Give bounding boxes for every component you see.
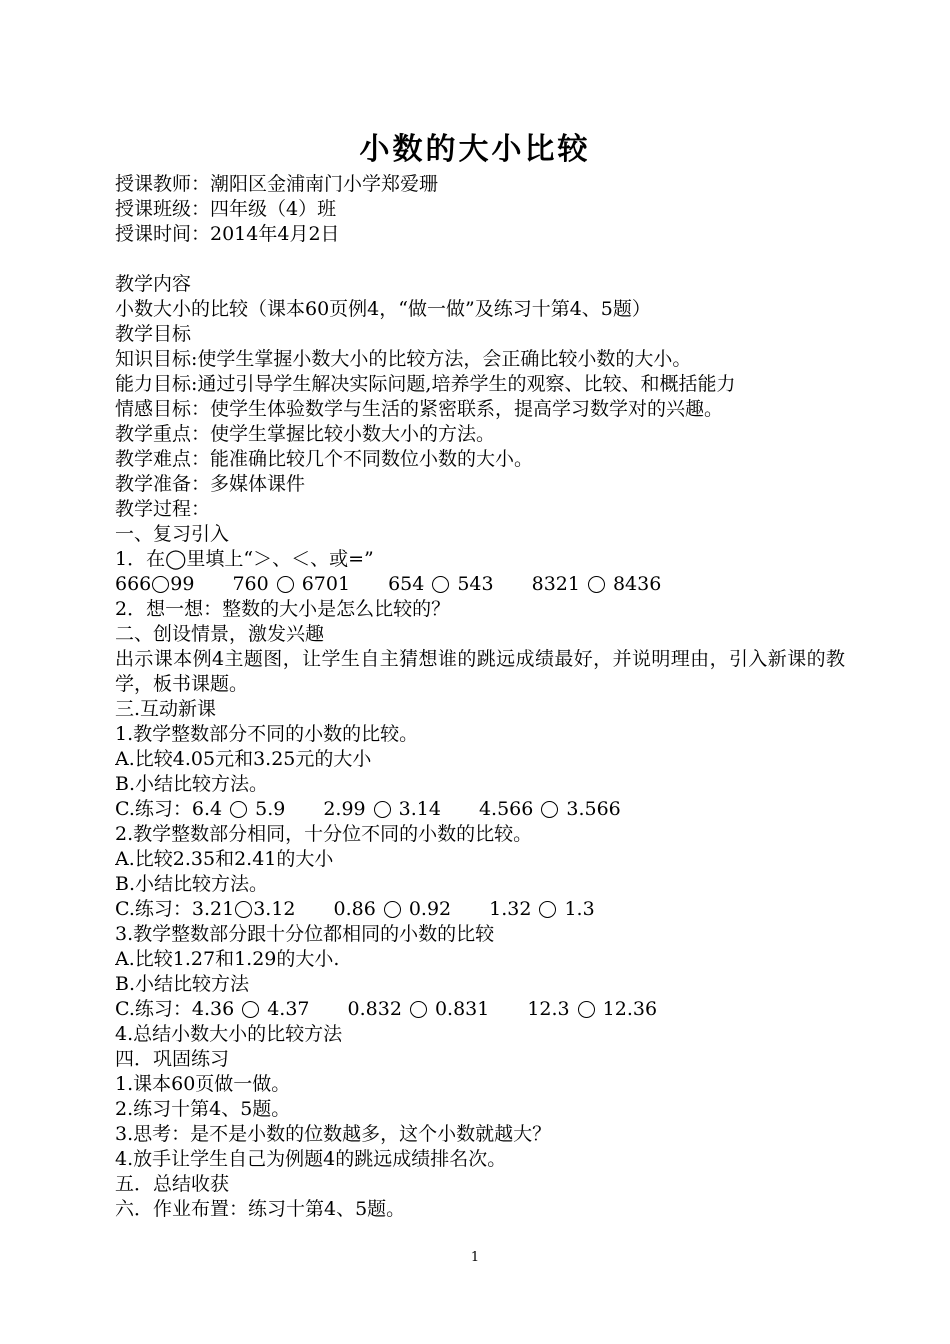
comparison-right: 3.12 bbox=[253, 898, 296, 920]
comparison-left: 4.36 bbox=[191, 998, 235, 1020]
comparison-right: 0.831 bbox=[434, 998, 490, 1020]
heading-content: 教学内容 bbox=[115, 273, 192, 295]
section-2-desc: 出示课本例4主题图，让学生自主猜想谁的跳远成绩最好，并说明理由，引入新课的教学，板书课题。 bbox=[115, 648, 845, 695]
blank-circle-icon[interactable] bbox=[578, 1001, 595, 1018]
comparison-item bbox=[334, 897, 452, 922]
difficulty: 教学难点：能准确比较几个不同数位小数的大小。 bbox=[115, 448, 534, 470]
goal-emotion: 情感目标：使学生体验数学与生活的紧密联系，提高学习数学对的兴趣。 bbox=[115, 398, 724, 420]
comparison-left: 666 bbox=[115, 573, 152, 595]
key-point: 教学重点：使学生掌握比较小数大小的方法。 bbox=[115, 423, 496, 445]
class-line: 授课班级：四年级（4）班 bbox=[115, 198, 337, 220]
comparison-right: 6701 bbox=[301, 573, 351, 595]
comparison-item bbox=[527, 997, 657, 1022]
blank-circle-icon[interactable] bbox=[230, 801, 247, 818]
content-desc: 小数大小的比较（课本60页例4，“做一做”及练习十第4、5题） bbox=[115, 298, 651, 320]
blank-circle-icon[interactable] bbox=[374, 801, 391, 818]
blank-circle-icon[interactable] bbox=[242, 1001, 259, 1018]
blank-circle-icon[interactable] bbox=[410, 1001, 427, 1018]
goal-ability: 能力目标:通过引导学生解决实际问题,培养学生的观察、比较、和概括能力 bbox=[115, 373, 736, 395]
blank-circle-icon[interactable] bbox=[539, 901, 556, 918]
section-4-item-2: 2.练习十第4、5题。 bbox=[115, 1098, 291, 1120]
blank-circle-icon[interactable] bbox=[277, 576, 294, 593]
section-3-2-a: A.比较2.35和2.41的大小 bbox=[115, 848, 334, 870]
section-3-1-b: B.小结比较方法。 bbox=[115, 773, 269, 795]
blank-line bbox=[115, 247, 845, 272]
practice-label: C.练习： bbox=[115, 798, 192, 820]
comparison-item bbox=[192, 897, 296, 922]
comparison-right: 1.3 bbox=[564, 898, 595, 920]
comparison-left: 2.99 bbox=[323, 798, 366, 820]
comparison-left: 654 bbox=[388, 573, 425, 595]
comparison-item bbox=[348, 997, 490, 1022]
comparison-item bbox=[192, 997, 310, 1022]
section-3-3-a: A.比较1.27和1.29的大小. bbox=[115, 948, 340, 970]
blank-circle-icon[interactable] bbox=[432, 576, 449, 593]
section-1-question-2: 2．想一想：整数的大小是怎么比较的？ bbox=[115, 598, 451, 620]
section-4-item-4: 4.放手让学生自己为例题4的跳远成绩排名次。 bbox=[115, 1148, 507, 1170]
section-3-2-title: 2.教学整数部分相同，十分位不同的小数的比较。 bbox=[115, 823, 533, 845]
section-1-question-1: 1．在◯里填上“＞、＜、或=” bbox=[115, 548, 374, 570]
comparison-left: 8321 bbox=[531, 573, 580, 595]
comparison-left: 1.32 bbox=[489, 898, 532, 920]
comparison-left: 0.832 bbox=[347, 998, 402, 1020]
comparison-item bbox=[388, 572, 494, 597]
comparison-right: 0.92 bbox=[408, 898, 452, 920]
comparison-right: 3.566 bbox=[566, 798, 621, 820]
section-1-comparisons bbox=[115, 572, 845, 597]
section-3-2-practice bbox=[115, 897, 845, 922]
comparison-item bbox=[489, 897, 595, 922]
section-6-title: 六．作业布置：练习十第4、5题。 bbox=[115, 1198, 406, 1220]
comparison-right: 4.37 bbox=[267, 998, 310, 1020]
comparison-right: 99 bbox=[170, 573, 195, 595]
section-3-1-practice bbox=[115, 797, 845, 822]
teacher-line: 授课教师：潮阳区金浦南门小学郑爱珊 bbox=[115, 173, 439, 195]
comparison-item bbox=[192, 797, 285, 822]
blank-circle-icon[interactable] bbox=[541, 801, 558, 818]
section-3-3-b: B.小结比较方法 bbox=[115, 973, 250, 995]
comparison-left: 4.566 bbox=[478, 798, 534, 820]
heading-goals: 教学目标 bbox=[115, 323, 192, 345]
document-title: 小数的大小比较 bbox=[359, 132, 591, 167]
process-heading: 教学过程： bbox=[115, 498, 211, 520]
section-4-title: 四．巩固练习 bbox=[115, 1048, 230, 1070]
preparation: 教学准备：多媒体课件 bbox=[115, 473, 306, 495]
section-3-3-practice bbox=[115, 997, 845, 1022]
comparison-left: 760 bbox=[232, 573, 269, 595]
section-3-2-b: B.小结比较方法。 bbox=[115, 873, 269, 895]
comparison-item bbox=[232, 572, 350, 597]
section-3-3-title: 3.教学整数部分跟十分位都相同的小数的比较 bbox=[115, 923, 495, 945]
blank-circle-icon[interactable] bbox=[152, 576, 169, 593]
time-line: 授课时间：2014年4月2日 bbox=[115, 223, 340, 245]
comparison-right: 3.14 bbox=[398, 798, 441, 820]
blank-circle-icon[interactable] bbox=[588, 576, 605, 593]
comparison-left: 3.21 bbox=[191, 898, 235, 920]
comparison-left: 12.3 bbox=[527, 998, 570, 1020]
comparison-item bbox=[115, 572, 194, 597]
section-5-title: 五．总结收获 bbox=[115, 1173, 230, 1195]
practice-label: C.练习： bbox=[115, 998, 192, 1020]
section-3-4: 4.总结小数大小的比较方法 bbox=[115, 1023, 343, 1045]
comparison-item bbox=[323, 797, 441, 822]
comparison-item bbox=[479, 797, 621, 822]
comparison-left: 0.86 bbox=[333, 898, 376, 920]
section-4-item-1: 1.课本60页做一做。 bbox=[115, 1073, 291, 1095]
comparison-item bbox=[532, 572, 662, 597]
blank-circle-icon[interactable] bbox=[384, 901, 401, 918]
blank-circle-icon[interactable] bbox=[235, 901, 252, 918]
section-1-title: 一、复习引入 bbox=[115, 523, 230, 545]
document-body bbox=[115, 172, 845, 1222]
practice-label: C.练习： bbox=[115, 898, 192, 920]
comparison-right: 8436 bbox=[612, 573, 662, 595]
comparison-left: 6.4 bbox=[191, 798, 223, 820]
section-3-title: 三.互动新课 bbox=[115, 698, 217, 720]
comparison-right: 12.36 bbox=[602, 998, 658, 1020]
comparison-right: 543 bbox=[457, 573, 494, 595]
goal-knowledge: 知识目标:使学生掌握小数大小的比较方法，会正确比较小数的大小。 bbox=[115, 348, 692, 370]
comparison-right: 5.9 bbox=[255, 798, 286, 820]
page-number: 1 bbox=[470, 1250, 480, 1265]
section-2-title: 二、创设情景，激发兴趣 bbox=[115, 623, 325, 645]
section-3-1-title: 1.教学整数部分不同的小数的比较。 bbox=[115, 723, 419, 745]
section-4-item-3: 3.思考：是不是小数的位数越多，这个小数就越大？ bbox=[115, 1123, 552, 1145]
section-3-1-a: A.比较4.05元和3.25元的大小 bbox=[115, 748, 372, 770]
